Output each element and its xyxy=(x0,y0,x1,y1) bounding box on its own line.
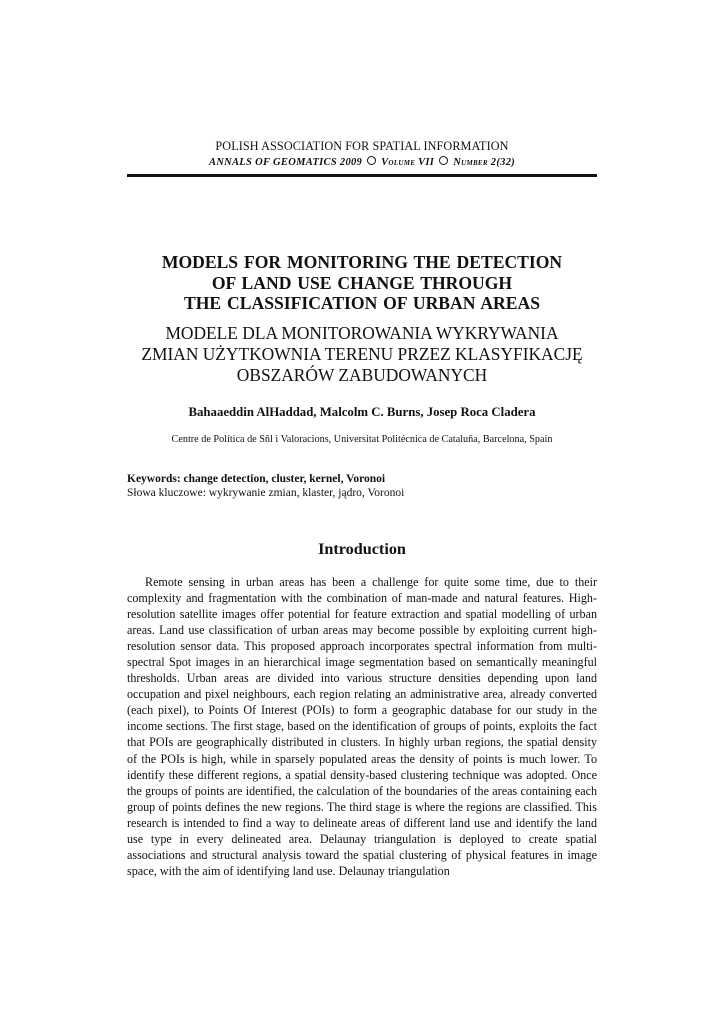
title-english-line: THE CLASSIFICATION OF URBAN AREAS xyxy=(184,293,540,314)
title-english-line: OF LAND USE CHANGE THROUGH xyxy=(211,272,513,293)
title-english-line: MODELS FOR MONITORING THE DETECTION xyxy=(161,252,563,272)
title-polish-line: ZMIAN UŻYTKOWNIA TERENU PRZEZ KLASYFIKACJĘ xyxy=(141,344,583,365)
affiliation: Centre de Política de Sñl i Valoracions, Universitat Politécnica de Cataluña, Barcelona, Spain xyxy=(171,434,553,445)
header-organization: POLISH ASSOCIATION FOR SPATIAL INFORMATION xyxy=(215,139,509,153)
title-polish-line: OBSZARÓW ZABUDOWANYCH xyxy=(236,365,488,386)
keywords-english: Keywords: change detection, cluster, kernel, Voronoi xyxy=(127,473,386,485)
header-journal-line xyxy=(127,156,597,168)
keywords-polish: Słowa kluczowe: wykrywanie zmian, klaster, jądro, Voronoi xyxy=(127,487,405,499)
authors: Bahaaeddin AlHaddad, Malcolm C. Burns, Josep Roca Cladera xyxy=(188,405,536,419)
header-rule xyxy=(127,174,597,177)
section-heading-introduction: Introduction xyxy=(318,540,406,558)
journal-number: Number 2(32) xyxy=(453,157,516,168)
keywords-block xyxy=(127,472,597,500)
title-english xyxy=(127,252,597,314)
title-polish xyxy=(127,323,597,387)
journal-volume: Volume VII xyxy=(381,157,435,168)
introduction-paragraph: Remote sensing in urban areas has been a challenge for quite some time, due to their complexity and fragmentation with the combination of man-made and natural features. High-resolution satellite images offer potential for feature extraction and spatial modelling of urban areas. Land use classification of urban areas may become possible by exploiting current high-resolution sensor data. This proposed approach incorporates spectral information from multi-spectral Spot images in an hierarchical image segmentation based on semantically meaningful thresholds. Urban areas are divided into various structure densities depending upon land occupation and pixel neighbours, each region relating an administrative area, already converted (each pixel), to Points Of Interest (POIs) to form a geographic database for our study in the income sections. The first stage, based on the identification of groups of points, exploits the fact that POIs are geographically distributed in clusters. In highly urban regions, the spatial density of the POIs is high, while in sparsely populated areas the density of points is much lower. To identify these different regions, a spatial density-based clustering technique was adopted. Once the groups of points are identified, the calculation of the boundaries of the areas containing each group of points defines the new regions. The third stage is where the regions are classified. This research is intended to find a way to delineate areas of different land use and identify the land use type in every delineated area. Delaunay triangulation is deployed to create spatial associations and structural analysis toward the spatial clustering of physical features in image space, with the aim of identifying land use. Delaunay triangulation xyxy=(127,575,597,878)
title-polish-line: MODELE DLA MONITOROWANIA WYKRYWANIA xyxy=(165,323,559,343)
separator-circle-icon xyxy=(367,156,376,165)
journal-name: ANNALS OF GEOMATICS 2009 xyxy=(208,157,363,168)
separator-circle-icon xyxy=(439,156,448,165)
